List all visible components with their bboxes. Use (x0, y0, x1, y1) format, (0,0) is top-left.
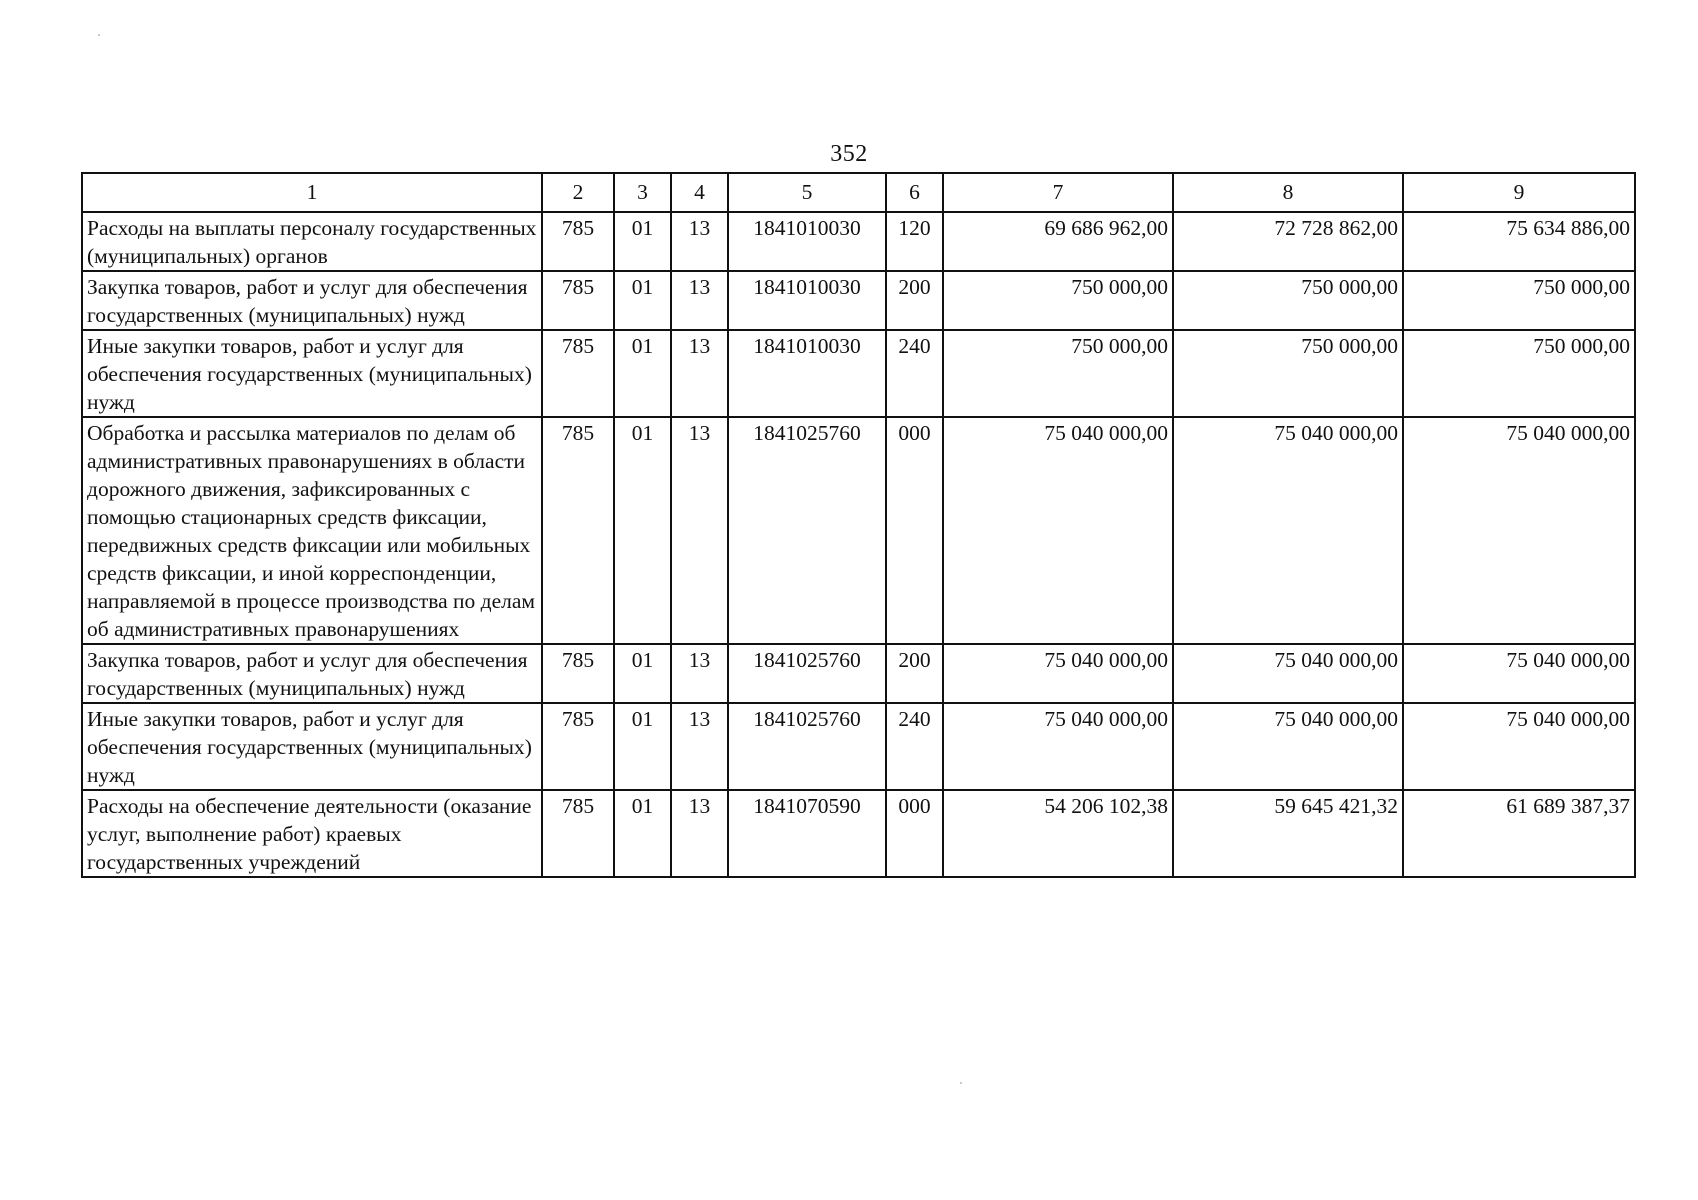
row-col-5: 1841010030 (728, 330, 886, 417)
row-name: Иные закупки товаров, работ и услуг для обеспечения государственных (муниципальных) нужд (82, 703, 542, 790)
row-col-2: 785 (542, 417, 614, 644)
row-name: Закупка товаров, работ и услуг для обеспечения государственных (муниципальных) нужд (82, 644, 542, 703)
budget-table (81, 172, 1636, 878)
row-name: Обработка и рассылка материалов по делам об административных правонарушениях в области дорожного движения, зафиксированных с помощью стационарных средств фиксации, передвижных средств фиксации или мобильных средств фиксации, и иной корреспонденции, направляемой в процессе производства по делам об административных правонарушениях (82, 417, 542, 644)
row-amount-8: 75 040 000,00 (1173, 417, 1403, 644)
scan-speck (960, 1082, 962, 1084)
row-amount-9: 75 040 000,00 (1403, 703, 1635, 790)
row-col-6: 000 (886, 790, 943, 877)
row-amount-7: 75 040 000,00 (943, 417, 1173, 644)
row-col-4: 13 (671, 790, 728, 877)
row-amount-7: 69 686 962,00 (943, 212, 1173, 271)
row-col-3: 01 (614, 703, 671, 790)
row-col-6: 200 (886, 644, 943, 703)
row-col-5: 1841070590 (728, 790, 886, 877)
row-col-5: 1841025760 (728, 703, 886, 790)
table-row (82, 212, 1635, 271)
row-col-4: 13 (671, 703, 728, 790)
table-row (82, 644, 1635, 703)
row-col-3: 01 (614, 644, 671, 703)
row-col-2: 785 (542, 212, 614, 271)
row-amount-7: 75 040 000,00 (943, 703, 1173, 790)
row-col-4: 13 (671, 271, 728, 330)
row-col-6: 240 (886, 703, 943, 790)
row-name: Расходы на выплаты персоналу государственных (муниципальных) органов (82, 212, 542, 271)
row-amount-9: 75 040 000,00 (1403, 417, 1635, 644)
row-amount-7: 750 000,00 (943, 330, 1173, 417)
row-amount-8: 750 000,00 (1173, 271, 1403, 330)
row-amount-8: 72 728 862,00 (1173, 212, 1403, 271)
row-col-4: 13 (671, 212, 728, 271)
row-col-2: 785 (542, 790, 614, 877)
row-name: Закупка товаров, работ и услуг для обеспечения государственных (муниципальных) нужд (82, 271, 542, 330)
header-col-2: 2 (542, 173, 614, 212)
page-number: 352 (830, 141, 868, 167)
row-amount-8: 75 040 000,00 (1173, 644, 1403, 703)
row-col-5: 1841025760 (728, 644, 886, 703)
header-col-8: 8 (1173, 173, 1403, 212)
row-col-2: 785 (542, 271, 614, 330)
row-col-6: 000 (886, 417, 943, 644)
table-row (82, 703, 1635, 790)
table-row (82, 330, 1635, 417)
scan-speck (98, 34, 100, 36)
row-col-2: 785 (542, 703, 614, 790)
row-amount-9: 750 000,00 (1403, 271, 1635, 330)
header-col-1: 1 (82, 173, 542, 212)
row-col-3: 01 (614, 790, 671, 877)
row-amount-8: 59 645 421,32 (1173, 790, 1403, 877)
row-name: Иные закупки товаров, работ и услуг для обеспечения государственных (муниципальных) нужд (82, 330, 542, 417)
row-amount-7: 75 040 000,00 (943, 644, 1173, 703)
row-amount-8: 75 040 000,00 (1173, 703, 1403, 790)
header-col-5: 5 (728, 173, 886, 212)
row-amount-7: 54 206 102,38 (943, 790, 1173, 877)
row-col-3: 01 (614, 271, 671, 330)
row-col-2: 785 (542, 644, 614, 703)
table-row (82, 790, 1635, 877)
row-col-5: 1841010030 (728, 271, 886, 330)
row-col-4: 13 (671, 417, 728, 644)
row-col-3: 01 (614, 417, 671, 644)
row-col-4: 13 (671, 330, 728, 417)
table-row (82, 417, 1635, 644)
row-amount-8: 750 000,00 (1173, 330, 1403, 417)
row-name: Расходы на обеспечение деятельности (оказание услуг, выполнение работ) краевых государственных учреждений (82, 790, 542, 877)
row-amount-9: 75 634 886,00 (1403, 212, 1635, 271)
header-col-9: 9 (1403, 173, 1635, 212)
row-col-6: 120 (886, 212, 943, 271)
row-col-3: 01 (614, 330, 671, 417)
row-col-2: 785 (542, 330, 614, 417)
header-col-6: 6 (886, 173, 943, 212)
row-col-5: 1841010030 (728, 212, 886, 271)
table-row (82, 271, 1635, 330)
header-col-7: 7 (943, 173, 1173, 212)
row-col-6: 240 (886, 330, 943, 417)
header-col-3: 3 (614, 173, 671, 212)
row-amount-9: 750 000,00 (1403, 330, 1635, 417)
row-col-6: 200 (886, 271, 943, 330)
row-amount-9: 75 040 000,00 (1403, 644, 1635, 703)
row-col-5: 1841025760 (728, 417, 886, 644)
header-row (82, 173, 1635, 212)
row-amount-9: 61 689 387,37 (1403, 790, 1635, 877)
header-col-4: 4 (671, 173, 728, 212)
row-amount-7: 750 000,00 (943, 271, 1173, 330)
row-col-4: 13 (671, 644, 728, 703)
row-col-3: 01 (614, 212, 671, 271)
